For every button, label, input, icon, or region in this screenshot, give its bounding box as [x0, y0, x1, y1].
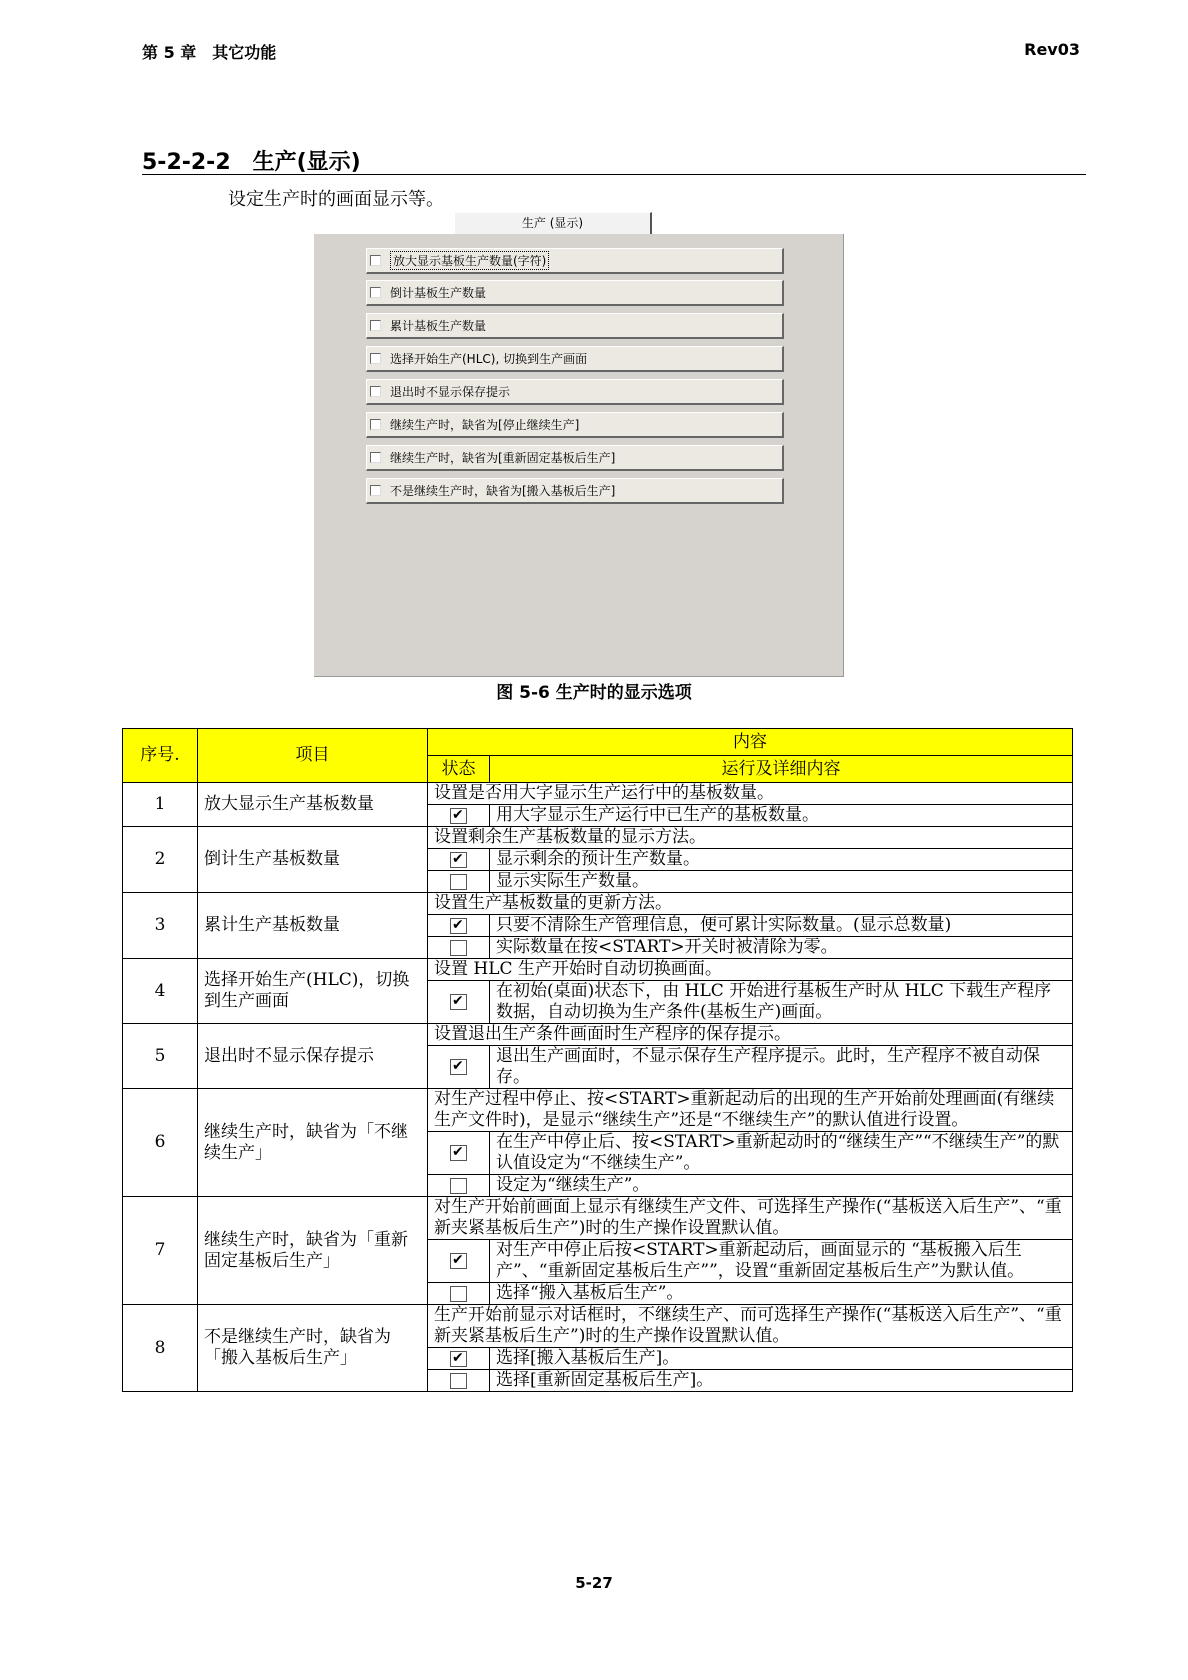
checked-detail: 在生产中停止后、按<START>重新起动时的“继续生产”“不继续生产”的默认值设定为“不继续生产”。: [490, 1132, 1073, 1175]
unchecked-detail: 选择[重新固定基板后生产]。: [490, 1370, 1073, 1392]
checked-icon: [450, 1059, 467, 1075]
checked-icon: [450, 918, 467, 934]
section-divider: [142, 174, 1086, 175]
row-item: 放大显示生产基板数量: [198, 783, 428, 827]
checked-detail: 对生产中停止后按<START>重新起动后，画面显示的 “基板搬入后生产”、“重新固定基板后生产””，设置“重新固定基板后生产”为默认值。: [490, 1240, 1073, 1283]
row-number: 1: [123, 783, 198, 827]
table-row: [123, 893, 1073, 915]
checked-icon: [450, 852, 467, 868]
state-cell: [428, 1132, 490, 1175]
unchecked-icon: [450, 874, 467, 890]
header-state: 状态: [428, 756, 490, 783]
checkbox-unchecked[interactable]: [370, 452, 381, 463]
state-cell: [428, 981, 490, 1024]
unchecked-icon: [450, 1373, 467, 1389]
row-description: 设置生产基板数量的更新方法。: [428, 893, 1073, 915]
option-hlc-switch[interactable]: [366, 346, 784, 372]
row-item: 累计生产基板数量: [198, 893, 428, 959]
row-item: 退出时不显示保存提示: [198, 1024, 428, 1089]
row-item: 不是继续生产时，缺省为「搬入基板后生产」: [198, 1305, 428, 1392]
row-number: 2: [123, 827, 198, 893]
table-row: [123, 783, 1073, 805]
option-label: 继续生产时，缺省为[重新固定基板后生产]: [390, 451, 616, 465]
unchecked-icon: [450, 940, 467, 956]
unchecked-icon: [450, 1286, 467, 1302]
unchecked-icon: [450, 1178, 467, 1194]
checked-icon: [450, 808, 467, 824]
table-row: [123, 1305, 1073, 1348]
option-cumulative[interactable]: [366, 313, 784, 339]
table-row: [123, 1197, 1073, 1240]
checked-icon: [450, 994, 467, 1010]
page-number: 5-27: [575, 1574, 613, 1592]
checked-detail: 退出生产画面时，不显示保存生产程序提示。此时，生产程序不被自动保存。: [490, 1046, 1073, 1089]
checked-detail: 选择[搬入基板后生产]。: [490, 1348, 1073, 1370]
row-number: 6: [123, 1089, 198, 1197]
header-detail: 运行及详细内容: [490, 756, 1073, 783]
table-row: [123, 1089, 1073, 1132]
header-no: 序号.: [123, 729, 198, 783]
section-title: 5-2-2-2 生产(显示): [142, 150, 361, 175]
row-description: 生产开始前显示对话框时，不继续生产、而可选择生产操作(“基板送入后生产”、“重新夹紧基板后生产”)时的生产操作设置默认值。: [428, 1305, 1073, 1348]
state-cell: [428, 1348, 490, 1370]
figure-caption: 图 5-6 生产时的显示选项: [496, 683, 692, 703]
checkbox-unchecked[interactable]: [370, 353, 381, 364]
row-item: 倒计生产基板数量: [198, 827, 428, 893]
option-enlarge-count[interactable]: [366, 248, 784, 274]
unchecked-detail: 设定为“继续生产”。: [490, 1175, 1073, 1197]
checkbox-unchecked[interactable]: [370, 320, 381, 331]
state-cell: [428, 805, 490, 827]
row-description: 设置 HLC 生产开始时自动切换画面。: [428, 959, 1073, 981]
option-label: 放大显示基板生产数量(字符): [390, 251, 549, 270]
row-number: 4: [123, 959, 198, 1024]
checked-detail: 用大字显示生产运行中已生产的基板数量。: [490, 805, 1073, 827]
option-label: 倒计基板生产数量: [390, 286, 487, 300]
row-description: 对生产过程中停止、按<START>重新起动后的出现的生产开始前处理画面(有继续生产文件时)，是显示“继续生产”还是“不继续生产”的默认值进行设置。: [428, 1089, 1073, 1132]
options-panel: [314, 234, 844, 677]
section-intro: 设定生产时的画面显示等。: [228, 189, 444, 210]
checked-detail: 显示剩余的预计生产数量。: [490, 849, 1073, 871]
option-label: 退出时不显示保存提示: [390, 385, 511, 399]
checkbox-unchecked[interactable]: [370, 485, 381, 496]
state-cell: [428, 849, 490, 871]
row-description: 设置剩余生产基板数量的显示方法。: [428, 827, 1073, 849]
row-item: 继续生产时，缺省为「重新固定基板后生产」: [198, 1197, 428, 1305]
header-item: 项目: [198, 729, 428, 783]
spec-table: [122, 728, 1073, 1392]
header-content: 内容: [428, 729, 1073, 756]
option-continue-stop[interactable]: [366, 412, 784, 438]
revision-label: Rev03: [1024, 40, 1080, 59]
unchecked-detail: 实际数量在按<START>开关时被清除为零。: [490, 937, 1073, 959]
option-label: 不是继续生产时，缺省为[搬入基板后生产]: [390, 484, 616, 498]
table-row: [123, 959, 1073, 981]
state-cell: [428, 937, 490, 959]
state-cell: [428, 1175, 490, 1197]
table-row: [123, 1024, 1073, 1046]
checkbox-unchecked[interactable]: [370, 255, 381, 266]
row-number: 5: [123, 1024, 198, 1089]
option-continue-refix[interactable]: [366, 445, 784, 471]
state-cell: [428, 1283, 490, 1305]
checked-detail: 在初始(桌面)状态下，由 HLC 开始进行基板生产时从 HLC 下载生产程序数据，自动切换为生产条件(基板生产)画面。: [490, 981, 1073, 1024]
option-noncontinue-loadin[interactable]: [366, 478, 784, 504]
row-number: 8: [123, 1305, 198, 1392]
state-cell: [428, 1046, 490, 1089]
checkbox-unchecked[interactable]: [370, 287, 381, 298]
state-cell: [428, 915, 490, 937]
option-no-save-prompt[interactable]: [366, 379, 784, 405]
option-label: 继续生产时，缺省为[停止继续生产]: [390, 418, 580, 432]
option-label: 选择开始生产(HLC), 切换到生产画面: [390, 352, 588, 366]
state-cell: [428, 1370, 490, 1392]
row-item: 选择开始生产(HLC)，切换到生产画面: [198, 959, 428, 1024]
option-countdown[interactable]: [366, 280, 784, 306]
checked-icon: [450, 1253, 467, 1269]
checkbox-unchecked[interactable]: [370, 419, 381, 430]
row-item: 继续生产时，缺省为「不继续生产」: [198, 1089, 428, 1197]
tab-production-display[interactable]: 生产 (显示): [454, 212, 652, 236]
checked-icon: [450, 1145, 467, 1161]
row-description: 对生产开始前画面上显示有继续生产文件、可选择生产操作(“基板送入后生产”、“重新夹紧基板后生产”)时的生产操作设置默认值。: [428, 1197, 1073, 1240]
option-label: 累计基板生产数量: [390, 319, 487, 333]
table-row: [123, 827, 1073, 849]
chapter-header: 第 5 章 其它功能: [142, 43, 277, 62]
row-description: 设置是否用大字显示生产运行中的基板数量。: [428, 783, 1073, 805]
checked-icon: [450, 1351, 467, 1367]
checked-detail: 只要不清除生产管理信息，便可累计实际数量。(显示总数量): [490, 915, 1073, 937]
state-cell: [428, 1240, 490, 1283]
state-cell: [428, 871, 490, 893]
unchecked-detail: 选择“搬入基板后生产”。: [490, 1283, 1073, 1305]
row-description: 设置退出生产条件画面时生产程序的保存提示。: [428, 1024, 1073, 1046]
unchecked-detail: 显示实际生产数量。: [490, 871, 1073, 893]
row-number: 3: [123, 893, 198, 959]
row-number: 7: [123, 1197, 198, 1305]
checkbox-unchecked[interactable]: [370, 386, 381, 397]
